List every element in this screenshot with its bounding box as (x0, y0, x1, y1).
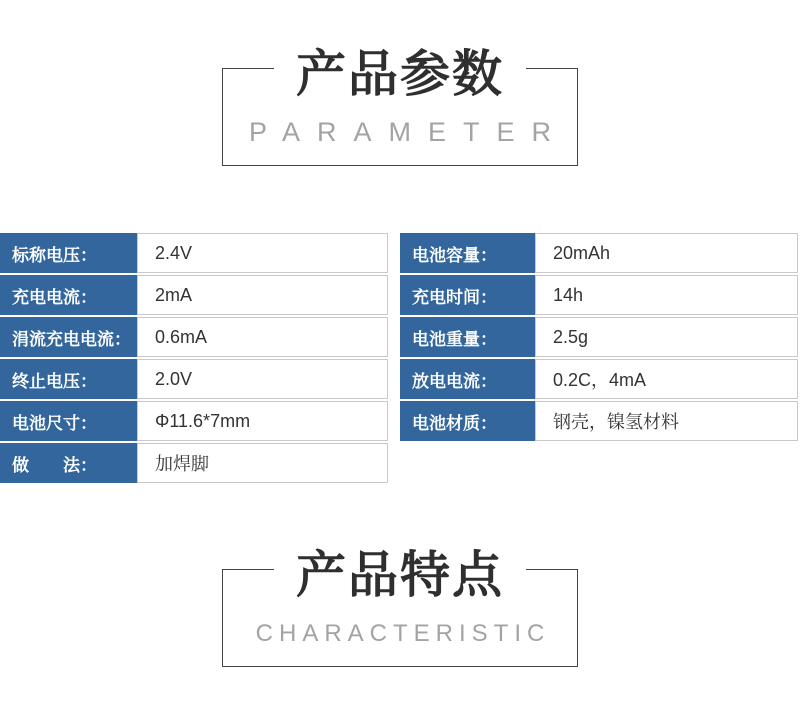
spec-value: 14h (535, 275, 798, 315)
spec-column-right (400, 233, 798, 485)
spec-label: 充电电流： (0, 275, 137, 315)
spec-value: 钢壳，镍氢材料 (535, 401, 798, 441)
parameter-title-en: PARAMETER (248, 117, 569, 147)
parameter-section-header (0, 0, 800, 166)
spec-row-discharge-current (400, 359, 798, 399)
spec-value: 加焊脚 (137, 443, 388, 483)
spec-label: 涓流充电电流： (0, 317, 137, 357)
spec-value: 2.4V (137, 233, 388, 273)
spec-value: 2.0V (137, 359, 388, 399)
spec-table (0, 233, 800, 485)
parameter-title-frame (222, 46, 578, 166)
spec-label: 标称电压： (0, 233, 137, 273)
parameter-title-zh: 产品参数 (274, 48, 526, 101)
characteristic-title-en: CHARACTERISTIC (255, 620, 551, 647)
spec-label: 电池材质： (400, 401, 535, 441)
spec-label: 充电时间： (400, 275, 535, 315)
spec-label: 放电电流： (400, 359, 535, 399)
spec-row-process (0, 443, 388, 483)
spec-label: 电池容量： (400, 233, 535, 273)
spec-row-charge-current (0, 275, 388, 315)
spec-row-battery-material (400, 401, 798, 441)
spec-value: 0.6mA (137, 317, 388, 357)
spec-row-battery-capacity (400, 233, 798, 273)
spec-row-nominal-voltage (0, 233, 388, 273)
spec-row-battery-weight (400, 317, 798, 357)
spec-row-trickle-charge-current (0, 317, 388, 357)
spec-value: 2mA (137, 275, 388, 315)
spec-label: 终止电压： (0, 359, 137, 399)
spec-value: 0.2C，4mA (535, 359, 798, 399)
spec-row-battery-size (0, 401, 388, 441)
spec-value: 2.5g (535, 317, 798, 357)
spec-row-cutoff-voltage (0, 359, 388, 399)
characteristic-title-zh: 产品特点 (274, 549, 526, 602)
spec-label: 做 法： (0, 443, 137, 483)
spec-row-charge-time (400, 275, 798, 315)
spec-label: 电池尺寸： (0, 401, 137, 441)
spec-value: 20mAh (535, 233, 798, 273)
spec-value: Φ11.6*7mm (137, 401, 388, 441)
characteristic-section-header (0, 485, 800, 667)
characteristic-title-frame (222, 547, 578, 667)
spec-column-left (0, 233, 388, 485)
spec-label: 电池重量： (400, 317, 535, 357)
